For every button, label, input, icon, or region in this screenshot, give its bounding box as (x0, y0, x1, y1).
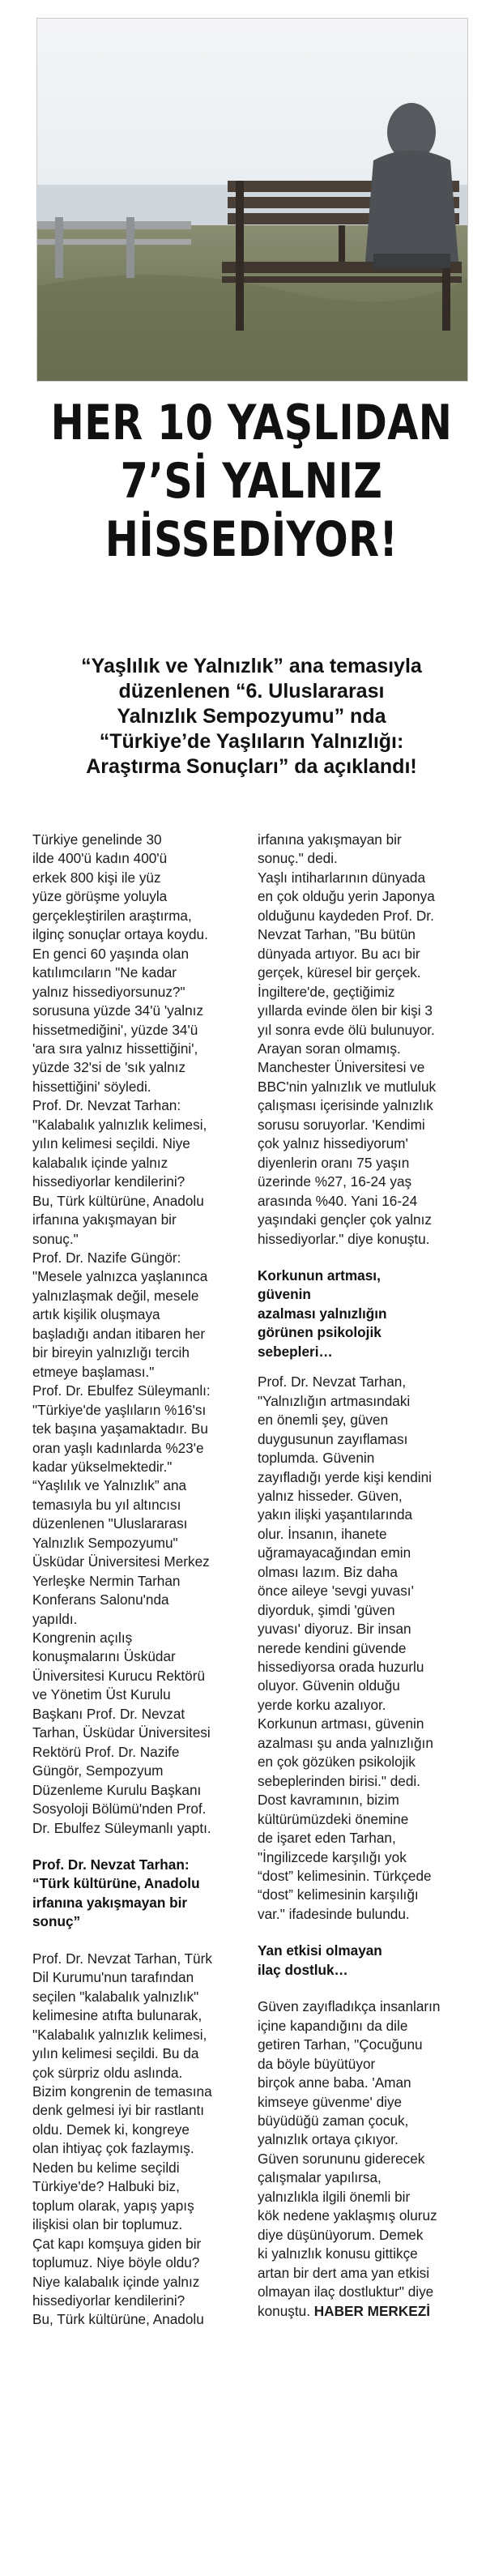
text-line: Güngör, Sempozyum (32, 1762, 164, 1779)
text-line: olur. İnsanın, ihanete (258, 1525, 387, 1542)
text-line: irfanına yakışmayan bir (258, 831, 402, 848)
text-line: olduğunu kaydeden Prof. Dr. (258, 907, 434, 924)
left-column (32, 831, 259, 2330)
text-line: yıllarda evinde ölen bir kişi 3 (258, 1002, 433, 1019)
text-line: en çok gözüken psikolojik (258, 1754, 416, 1771)
text-line: Çat kapı komşuya giden bir (32, 2235, 202, 2252)
text-line: Bu, Türk kültürüne, Anadolu (32, 2311, 204, 2328)
text-line: kalabalık içinde yalnız (32, 1154, 168, 1171)
text-line: azalması şu anda yalnızlığın (258, 1734, 433, 1751)
text-line: Prof. Dr. Nevzat Tarhan, Türk (32, 1950, 212, 1967)
text-line: üzerinde %27, 16-24 yaş (258, 1173, 412, 1190)
text-line: önce aileye 'sevgi yuvası' (258, 1583, 414, 1600)
text-line: çalışması içerisinde yalnızlık (258, 1097, 433, 1114)
text-line: yapıldı. (32, 1610, 78, 1627)
text-line: En genci 60 yaşında olan (32, 945, 190, 962)
text-line: diyorduk, şimdi 'güven (258, 1601, 395, 1618)
text-line: olması lazım. Biz daha (258, 1563, 398, 1580)
text-line: Konferans Salonu'nda (32, 1591, 169, 1608)
right-section-heading-2 (258, 1942, 488, 1980)
text-line: irfanına yakışmayan bir (32, 1211, 177, 1228)
text-line: getiren Tarhan, "Çocuğunu (258, 2036, 423, 2053)
text-line: Üniversitesi Kurucu Rektörü (32, 1667, 206, 1684)
text-line: irfanına yakışmayan bir (32, 1894, 188, 1911)
text-line: hissediyorsa orada huzurlu (258, 1659, 424, 1676)
text-line: yılın kelimesi seçildi. Bu da (32, 2045, 199, 2062)
text-line: yuvası' diyoruz. Bir insan (258, 1621, 411, 1638)
text-line: Yerleşke Nermin Tarhan (32, 1572, 181, 1589)
headline (45, 394, 458, 569)
text-line: Yalnızlık Sempozyumu" (32, 1534, 178, 1551)
text-line: Dost kavramının, bizim (258, 1792, 399, 1809)
text-line: "Kalabalık yalnızlık kelimesi, (32, 2026, 207, 2043)
text-line: Yan etkisi olmayan (258, 1942, 382, 1959)
text-line: temasıyla bu yıl altıncısı (32, 1496, 181, 1513)
text-line: artan bir dert ama yan etkisi (258, 2264, 430, 2281)
bench-photo-illustration (37, 19, 467, 381)
text-line: içine kapandığını da dile (258, 2017, 408, 2034)
text-line: oluyor. Güvenin olduğu (258, 1677, 400, 1694)
headline-line: HER 10 YAŞLIDAN (50, 395, 453, 451)
text-line: diye düşünüyorum. Demek (258, 2226, 424, 2243)
text-line: katılımcıların "Ne kadar (32, 964, 177, 981)
text-line: artık kişilik oluşmaya (32, 1306, 160, 1323)
text-line: kimseye güvenme' diye (258, 2093, 403, 2110)
text-line: ilde 400'ü kadın 400'ü (32, 850, 168, 867)
text-line: zayıfladığı yerde kişi kendini (258, 1468, 432, 1485)
text-line: gerçek, küresel bir gerçek. (258, 964, 421, 981)
text-line: “Yaşlılık ve Yalnızlık” ana (32, 1477, 187, 1494)
text-line: düzenlenen "Uluslararası (32, 1515, 188, 1532)
text-line: büyüdüğü zaman çocuk, (258, 2112, 409, 2129)
text-line: azalması yalnızlığın (258, 1305, 387, 1322)
headline-line: 7’Sİ YALNIZ (120, 453, 383, 510)
left-body-2 (32, 1950, 259, 2330)
text-line: kadar yükselmektedir." (32, 1458, 173, 1475)
text-line: diyenlerin oranı 75 yaşın (258, 1154, 410, 1171)
text-line: toplum olarak, yapış yapış (32, 2197, 194, 2214)
text-line: Prof. Dr. Nevzat Tarhan: (32, 1097, 181, 1114)
text-line: sonuç." dedi. (258, 850, 338, 867)
text-line: BBC'nin yalnızlık ve mutluluk (258, 1078, 437, 1095)
text-line: yüzde 32'si de 'sık yalnız (32, 1059, 186, 1076)
subheadline-line: Araştırma Sonuçları” da açıklandı! (86, 755, 417, 778)
text-line: hissetmediğini', yüzde 34'ü (32, 1021, 198, 1038)
text-line: yıl sonra evde ölü bulunuyor. (258, 1021, 435, 1038)
text-line: yalnız hisseder. Güven, (258, 1487, 403, 1504)
headline-line: HİSSEDİYOR! (104, 511, 399, 568)
text-line: Güven zayıfladıkça insanların (258, 1998, 441, 2015)
text-line: yalnızlıkla ilgili önemli bir (258, 2188, 411, 2205)
text-line: var." ifadesinde bulundu. (258, 1905, 410, 1922)
text-line: hissettiğini' söyledi. (32, 1078, 151, 1095)
text-line: toplumda. Güvenin (258, 1450, 375, 1467)
text-line: ilginç sonuçlar ortaya koydu. (32, 926, 208, 943)
text-line: Üsküdar Üniversitesi Merkez (32, 1553, 210, 1570)
text-line: ilaç dostluk… (258, 1961, 348, 1978)
author-signature: HABER MERKEZİ (313, 2302, 430, 2319)
text-line: kelimesine atıfta bulunarak, (32, 2007, 202, 2024)
text-line: Korkunun artması, (258, 1267, 381, 1284)
text-line: gerçekleştirilen araştırma, (32, 907, 192, 924)
text-line: Yaşlı intiharlarının dünyada (258, 869, 426, 886)
text-line: Prof. Dr. Ebulfez Süleymanlı: (32, 1382, 211, 1399)
text-line: hissediyorlar." diye konuştu. (258, 1230, 430, 1247)
text-line: kültürümüzdeki önemine (258, 1810, 409, 1827)
text-line: en önemli şey, güven (258, 1412, 389, 1429)
left-body (32, 831, 259, 1838)
text-line: sonuç” (32, 1913, 81, 1930)
text-line: Sosyoloji Bölümü'nden Prof. (32, 1801, 207, 1818)
text-line: oran yaşlı kadınlarda %23'e (32, 1439, 204, 1456)
text-line: yaşındaki gençler çok yalnız (258, 1211, 432, 1228)
text-line: "Mesele yalnızca yaşlanınca (32, 1268, 208, 1285)
subheadline-line: Yalnızlık Sempozyumu” nda (117, 705, 386, 728)
text-line: da böyle büyütüyor (258, 2055, 376, 2072)
text-line: Düzenleme Kurulu Başkanı (32, 1781, 202, 1798)
text-line: Prof. Dr. Nevzat Tarhan, (258, 1373, 407, 1391)
text-line: ilişkisi olan bir toplumuz. (32, 2216, 183, 2233)
text-line: "Türkiye'de yaşlıların %16'sı (32, 1401, 207, 1418)
closing-text: konuştu. (258, 2302, 310, 2319)
text-line: erkek 800 kişi ile yüz (32, 869, 161, 886)
text-line: "Yalnızlığın artmasındaki (258, 1392, 411, 1409)
text-line: Prof. Dr. Nazife Güngör: (32, 1249, 181, 1266)
text-line: Arayan soran olmamış. (258, 1040, 401, 1057)
text-line: Niye kalabalık içinde yalnız (32, 2273, 200, 2290)
text-line: Tarhan, Üsküdar Üniversitesi (32, 1724, 211, 1741)
text-line: kök nedene yaklaşmış oluruz (258, 2207, 437, 2224)
text-line: sorusuna yüzde 34'ü 'yalnız (32, 1002, 204, 1019)
text-line: Dil Kurumu'nun tarafından (32, 1969, 194, 1986)
text-line: “dost” kelimesinin. Türkçede (258, 1868, 432, 1885)
text-line: Rektörü Prof. Dr. Nazife (32, 1743, 180, 1760)
text-line: olan ihtiyaç çok fazlaymış. (32, 2140, 194, 2157)
text-line: Türkiye'de? Halbuki biz, (32, 2178, 180, 2195)
closing-line (258, 2302, 488, 2321)
text-line: en çok olduğu yerin Japonya (258, 888, 435, 905)
text-line: “dost” kelimesinin karşılığı (258, 1886, 419, 1903)
text-line: yüze görüşme yoluyla (32, 888, 168, 905)
text-line: hissediyorlar kendilerini? (32, 2292, 185, 2309)
text-line: arasında %40. Yani 16-24 (258, 1192, 418, 1209)
right-column (258, 831, 488, 2321)
text-line: Türkiye genelinde 30 (32, 831, 162, 848)
text-line: Nevzat Tarhan, "Bu bütün (258, 926, 416, 943)
text-line: de işaret eden Tarhan, (258, 1830, 396, 1847)
text-line: Başkanı Prof. Dr. Nevzat (32, 1705, 185, 1722)
text-line: sebeplerinden birisi." dedi. (258, 1772, 421, 1789)
text-line: “Türk kültürüne, Anadolu (32, 1875, 200, 1892)
text-line: Neden bu kelime seçildi (32, 2159, 180, 2176)
text-line: Güven sorununu giderecek (258, 2150, 425, 2167)
text-line: Dr. Ebulfez Süleymanlı yaptı. (32, 1819, 211, 1836)
text-line: Prof. Dr. Nevzat Tarhan: (32, 1856, 190, 1873)
text-line: "İngilizcede karşılığı yok (258, 1848, 407, 1865)
text-line: güvenin (258, 1286, 311, 1303)
text-line: yalnızlık ortaya çıkıyor. (258, 2131, 399, 2148)
text-line: sebepleri… (258, 1343, 333, 1360)
right-body (258, 831, 488, 1249)
text-line: çok sürpriz oldu aslında. (32, 2064, 183, 2081)
text-line: hissediyorlar kendilerini? (32, 1173, 185, 1190)
subheadline-line: “Yaşlılık ve Yalnızlık” ana temasıyla (81, 655, 422, 677)
text-line: yalnız hissediyorsunuz?" (32, 983, 185, 1000)
text-line: konuşmalarını Üsküdar (32, 1648, 176, 1665)
text-line: tek başına yaşamaktadır. Bu (32, 1420, 208, 1438)
text-line: Bizim kongrenin de temasına (32, 2083, 212, 2100)
text-line: çok yalnız hissediyorum' (258, 1135, 408, 1152)
right-section-heading-1 (258, 1267, 488, 1361)
article-photo (36, 18, 468, 382)
text-line: birçok anne baba. 'Aman (258, 2074, 411, 2091)
text-line: oldu. Demek ki, kongreye (32, 2121, 190, 2138)
text-line: Kongrenin açılış (32, 1630, 133, 1647)
text-line: ki yalnızlık konusu gittikçe (258, 2245, 418, 2262)
subheadline (0, 654, 503, 780)
text-line: ve Yönetim Üst Kurulu (32, 1686, 171, 1703)
text-line: seçilen "kalabalık yalnızlık" (32, 1988, 199, 2005)
text-line: dünyada artıyor. Bu acı bir (258, 945, 420, 962)
text-line: etmeye başlaması." (32, 1363, 155, 1380)
right-body-2 (258, 1373, 488, 1924)
text-line: sorusu soruyorlar. 'Kendimi (258, 1116, 425, 1133)
text-line: Bu, Türk kültürüne, Anadolu (32, 1192, 204, 1209)
text-line: toplumuz. Niye böyle oldu? (32, 2254, 200, 2271)
text-line: başladığı andan itibaren her (32, 1325, 206, 1342)
text-line: denk gelmesi iyi bir rastlantı (32, 2102, 205, 2119)
text-line: duygusunun zayıflaması (258, 1430, 408, 1447)
text-line: yerde korku azalıyor. (258, 1696, 386, 1713)
text-line: yakın ilişki yaşantılarında (258, 1506, 413, 1523)
text-line: sonuç." (32, 1230, 79, 1247)
text-line: bir bireyin yalnızlığı tercih (32, 1344, 190, 1361)
left-section-heading (32, 1856, 259, 1932)
subheadline-line: düzenlenen “6. Uluslararası (118, 680, 385, 703)
text-line: görünen psikolojik (258, 1324, 382, 1341)
text-line: yılın kelimesi seçildi. Niye (32, 1135, 190, 1152)
text-line: olmayan ilaç dostluktur" diye (258, 2283, 434, 2300)
text-line: uğramayacağından emin (258, 1544, 411, 1561)
text-line: nerede kendini güvende (258, 1639, 407, 1656)
text-line: Korkunun artması, güvenin (258, 1715, 424, 1732)
text-line: 'ara sıra yalnız hissettiğini', (32, 1040, 198, 1057)
text-line: yalnızlaşmak değil, mesele (32, 1287, 199, 1304)
subheadline-line: “Türkiye’de Yaşlıların Yalnızlığı: (99, 730, 404, 753)
text-line: Manchester Üniversitesi ve (258, 1059, 425, 1076)
text-line: çalışmalar yapılırsa, (258, 2169, 382, 2186)
right-body-3 (258, 1997, 488, 2301)
text-line: İngiltere'de, geçtiğimiz (258, 983, 395, 1000)
text-line: "Kalabalık yalnızlık kelimesi, (32, 1116, 207, 1133)
